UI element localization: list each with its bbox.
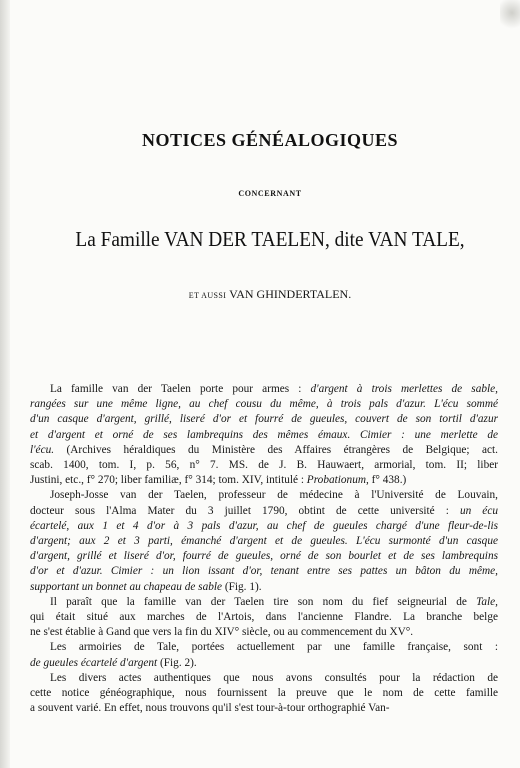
text-line [30,671,498,686]
text-line [30,549,498,564]
family-title: La Famille VAN DER TAELEN, dite VAN TALE, [75,227,465,251]
italic-run: d'argent, grillé et liseré d'or, fourré de gueules, orné de son bourlet et de ses lambrequins [30,550,498,563]
concernant-label: CONCERNANT [238,189,302,198]
italic-run: l'écu. [30,443,67,456]
text-line [30,412,498,427]
italic-run: un écu [459,504,498,517]
text-run: Les divers actes authentiques que nous avons consultés pour la rédaction de [50,671,498,684]
text-run: a souvent varié. En effet, nous trouvons qu'il s'est tour-à-tour orthographié Van- [30,702,390,715]
text-line [30,701,498,716]
text-line [30,686,498,701]
text-line [30,428,498,443]
body-text [30,382,498,716]
text-run: Joseph-Josse van der Taelen, professeur de médecine à l'Université de Louvain, [50,489,498,502]
text-line [30,610,498,625]
text-line [30,625,498,640]
text-line [30,656,498,671]
italic-run: et d'argent et orné de ses lambrequins des mêmes émaux. Cimier : une merlette de [30,428,498,441]
italic-run: Tale, [476,595,498,608]
text-line [30,519,498,534]
italic-run: d'un casque d'argent, grillé, liseré d'or et fourré de gueules, couvert de son tortil d'azur [30,413,498,426]
text-line [30,504,498,519]
text-line [30,564,498,579]
text-run: docteur sous l'Alma Mater du 3 juillet 1790, obtint de cette université : [30,504,460,517]
text-run: Justini, etc., f° 270; liber familiæ, f° 314; tom. XIV, intitulé : [30,474,307,487]
italic-run: d'argent; aux 2 et 3 parti, émanché d'argent et de gueules. L'écu surmonté d'un casque [30,535,498,548]
text-line [30,640,498,655]
scan-edge-shadow [0,0,10,768]
text-line [30,397,498,412]
text-line [30,488,498,503]
text-run: cette notice généographique, nous fournissent la preuve que le nom de cette famille [30,687,498,700]
scan-smudge [500,0,520,32]
italic-run: écartelé, aux 1 et 4 d'or à 3 pals d'azur, au chef de gueules chargé d'une fleur-de-lis [30,519,498,532]
text-run: Il paraît que la famille van der Taelen tire son nom du fief seigneurial de [50,595,477,608]
italic-run: supportant un bonnet au chapeau de sable [30,580,223,593]
text-run: (Fig. 2). [157,656,197,669]
italic-run: Probationum, [306,474,369,487]
aussi-name: VAN GHINDERTALEN. [229,287,352,301]
text-run: (Archives héraldiques du Ministère des Affaires étrangères de Belgique; act. [66,443,498,456]
aussi-line [60,287,480,302]
text-line [30,458,498,473]
italic-run: d'argent à trois merlettes de sable, [310,383,498,395]
text-run: scab. 1400, tom. I, p. 56, n° 7. MS. de J. B. Hauwaert, armorial, tom. II; liber [30,459,498,472]
text-run: ne s'est établie à Gand que vers la fin du XIV° siècle, ou au commencement du XV°. [30,626,414,639]
aussi-prefix: ET AUSSI [188,291,227,300]
text-line [30,382,498,397]
text-run: qui était situé aux marches de l'Artois, dans l'ancienne Flandre. La branche belge [30,611,498,624]
text-line [30,595,498,610]
text-run: (Fig. 1). [222,580,262,593]
text-line [30,580,498,595]
text-run: Les armoiries de Tale, portées actuellement par une famille française, sont : [50,641,498,654]
text-run: La famille van der Taelen porte pour armes : [50,383,311,395]
text-line [30,443,498,458]
italic-run: d'or et d'azur. Cimier : un lion issant d'or, tenant entre ses pattes un bâton du même, [30,565,498,578]
italic-run: rangées sur une même ligne, au chef cousu du même, à trois pals d'azur. L'écu sommé [30,398,498,411]
text-line [30,473,498,488]
text-line [30,534,498,549]
italic-run: de gueules écartelé d'argent [30,656,158,669]
text-run: f° 438.) [368,474,407,487]
page-title: NOTICES GÉNÉALOGIQUES [141,130,399,150]
